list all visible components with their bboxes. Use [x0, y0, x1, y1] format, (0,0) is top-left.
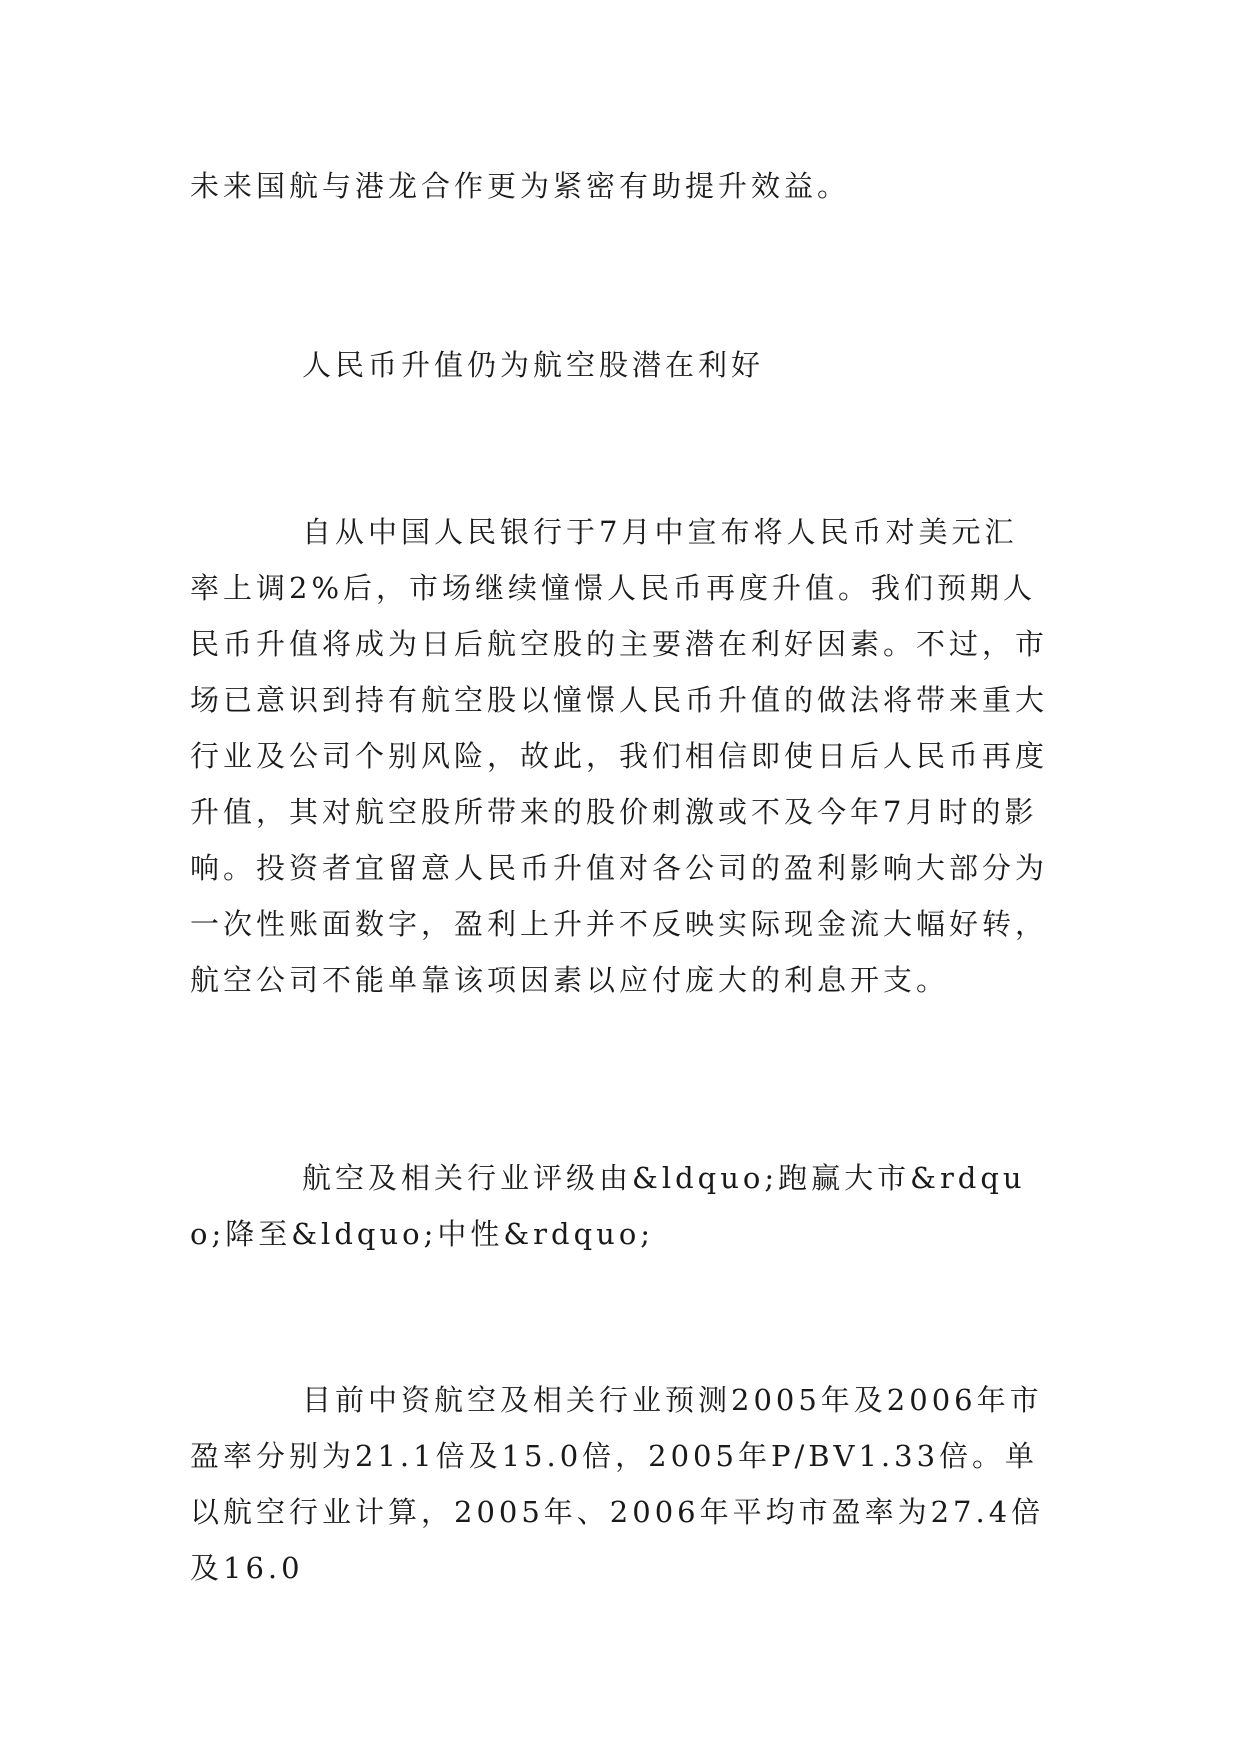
paragraph-continuation: 未来国航与港龙合作更为紧密有助提升效益。 [190, 169, 851, 203]
paragraph-rmb-appreciation: 自从中国人民银行于7月中宣布将人民币对美元汇率上调2%后，市场继续憧憬人民币再度升值。我们预期人民币升值将成为日后航空股的主要潜在利好因素。不过，市场已意识到持有航空股以憧憬人民币升值的做法将带来重大行业及公司个别风险，故此，我们相信即使日后人民币再度升值，其对航空股所带来的股价刺激或不及今年7月时的影响。投资者宜留意人民币升值对各公司的盈利影响大部分为一次性账面数字，盈利上升并不反映实际现金流大幅好转，航空公司不能单靠该项因素以应付庞大的利息开支。 [190, 515, 1049, 997]
section-heading-rmb-appreciation: 人民币升值仍为航空股潜在利好 [302, 348, 765, 382]
paragraph-valuation: 目前中资航空及相关行业预测2005年及2006年市盈率分别为21.1倍及15.0倍，2005年P/BV1.33倍。单以航空行业计算，2005年、2006年平均市盈率为27.4倍及16.0 [190, 1383, 1045, 1585]
section-heading-rating-change: 航空及相关行业评级由&ldquo;跑赢大市&rdquo;降至&ldquo;中性&rdquo; [190, 1161, 1026, 1251]
